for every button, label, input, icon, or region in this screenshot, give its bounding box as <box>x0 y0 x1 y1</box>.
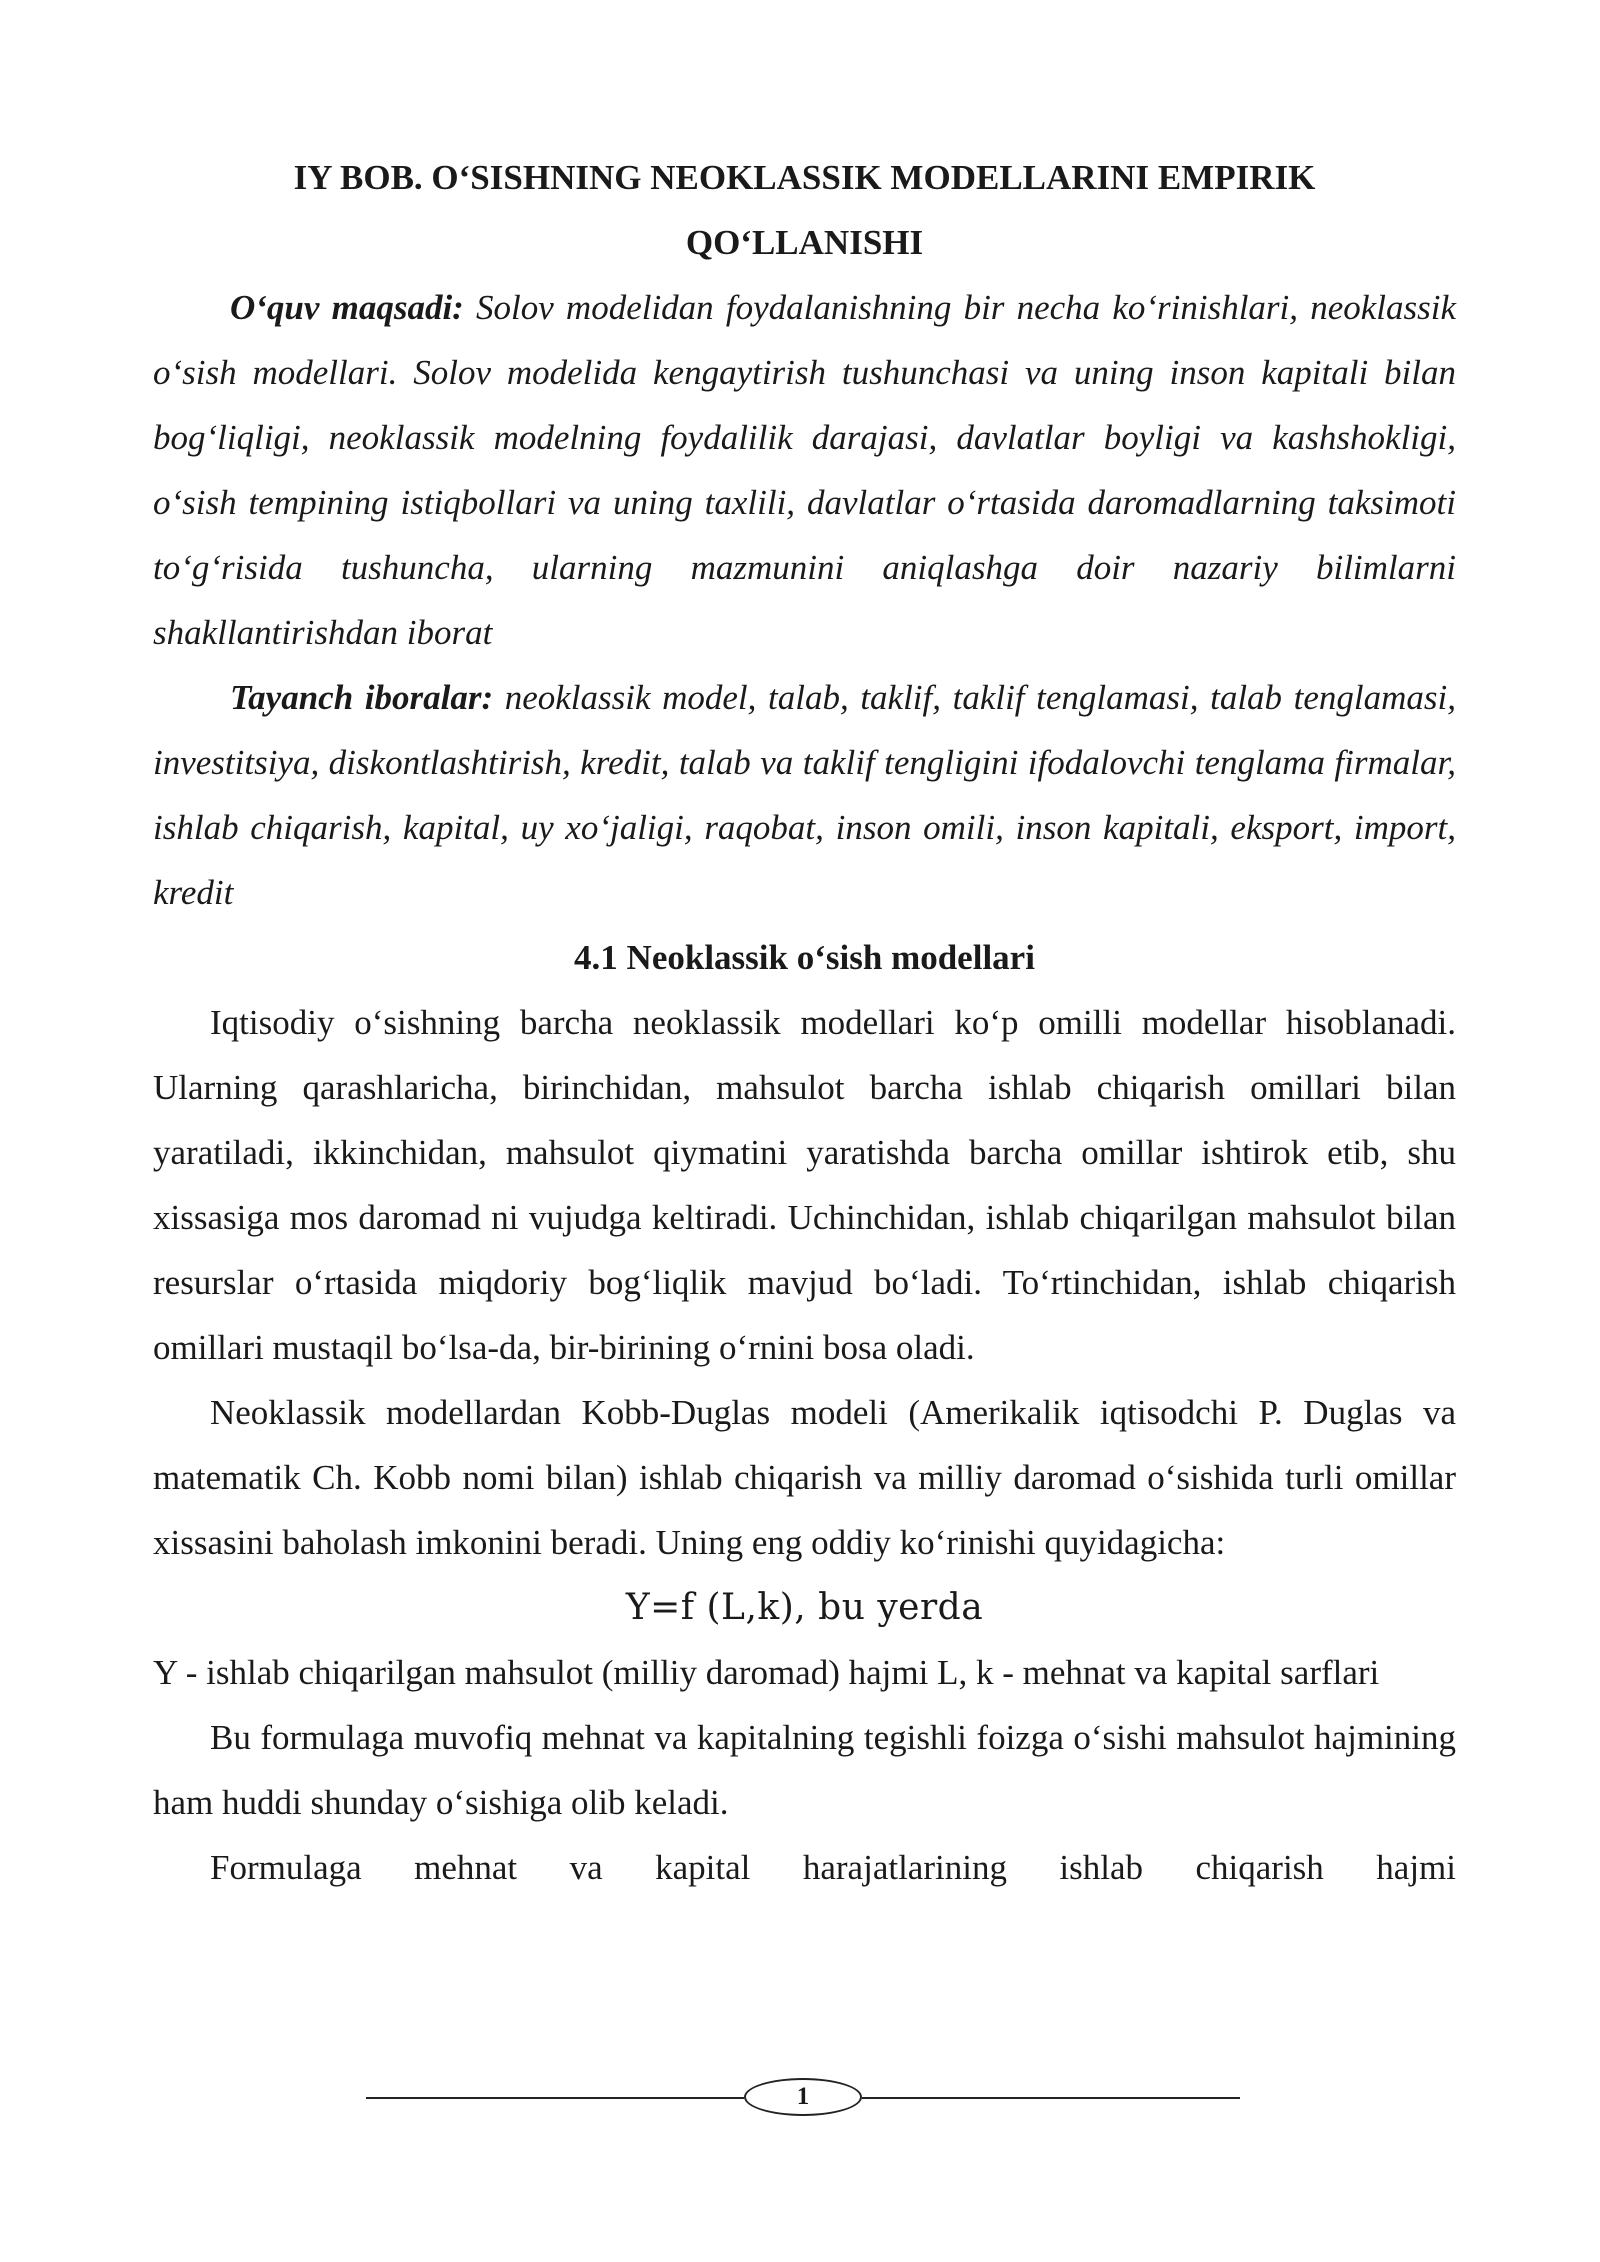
document-page <box>153 145 1456 1900</box>
footer-divider-right <box>862 2097 1240 2099</box>
section-heading: 4.1 Neoklassik o‘sish modellari <box>574 938 1035 977</box>
paragraph-1: Iqtisodiy o‘sishning barcha neoklassik modellari ko‘p omilli modellar hisoblanadi. Ularning qarashlaricha, birinchidan, mahsulot barcha ishlab chiqarish omillari bilan yaratiladi, ikkinchidan, mahsulot qiymatini yaratishda barcha omillar ishtirok etib, shu xissasiga mos daromad ni vujudga keltiradi. Uchinchidan, ishlab chiqarilgan mahsulot bilan resurslar o‘rtasida miqdoriy bog‘liqlik mavjud bo‘ladi. To‘rtinchidan, ishlab chiqarish omillari mustaqil bo‘lsa-da, bir-birining o‘rnini bosa oladi. <box>153 1003 1456 1367</box>
objective-text: Solov modelidan foydalanishning bir necha ko‘rinishlari, neoklassik o‘sish modellari. Solov modelida kengaytirish tushunchasi va uning inson kapitali bilan bog‘liqligi, neoklassik modelning foydalilik darajasi, davlatlar boyligi va kashshokligi, o‘sish tempining istiqbollari va uning taxlili, davlatlar o‘rtasida daromadlarning taksimoti to‘g‘risida tushuncha, ularning mazmunini aniqlashga doir nazariy bilimlarni shakllantirishdan iborat <box>153 288 1456 652</box>
keywords-label: Tayanch iboralar: <box>230 678 494 717</box>
objective-label: O‘quv maqsadi: <box>230 288 464 327</box>
chapter-title-line1: IY BOB. O‘SISHNING NEOKLASSIK MODELLARINI EMPIRIK <box>293 158 1316 197</box>
paragraph-3: Bu formulaga muvofiq mehnat va kapitalning tegishli foizga o‘sishi mahsulot hajmining ham huddi shunday o‘sishiga olib keladi. <box>153 1718 1456 1822</box>
keywords-text: neoklassik model, talab, taklif, taklif tenglamasi, talab tenglamasi, investitsiya, diskontlashtirish, kredit, talab va taklif tengligini ifodalovchi tenglama firmalar, ishlab chiqarish, kapital, uy xo‘jaligi, raqobat, inson omili, inson kapitali, eksport, import, kredit <box>153 678 1457 912</box>
page-number: 1 <box>796 2083 810 2110</box>
page-footer <box>366 2078 1240 2118</box>
footer-divider-left <box>366 2097 744 2099</box>
paragraph-4: Formulaga mehnat va kapital harajatlarining ishlab chiqarish hajmi <box>210 1848 1456 1887</box>
chapter-title-line2: QO‘LLANISHI <box>685 223 924 262</box>
formula: Y=f (L,k), bu yerda <box>625 1587 984 1628</box>
page-number-badge <box>744 2078 862 2116</box>
objective-paragraph <box>153 275 1456 665</box>
paragraph-2: Neoklassik modellardan Kobb-Duglas modeli (Amerikalik iqtisodchi P. Duglas va matematik Ch. Kobb nomi bilan) ishlab chiqarish va milliy daromad o‘sishida turli omillar xissasini baholash imkonini beradi. Uning eng oddiy ko‘rinishi quyidagicha: <box>153 1393 1456 1562</box>
formula-definition: Y - ishlab chiqarilgan mahsulot (milliy daromad) hajmi L, k - mehnat va kapital sarflari <box>153 1653 1380 1692</box>
keywords-paragraph <box>153 665 1456 925</box>
